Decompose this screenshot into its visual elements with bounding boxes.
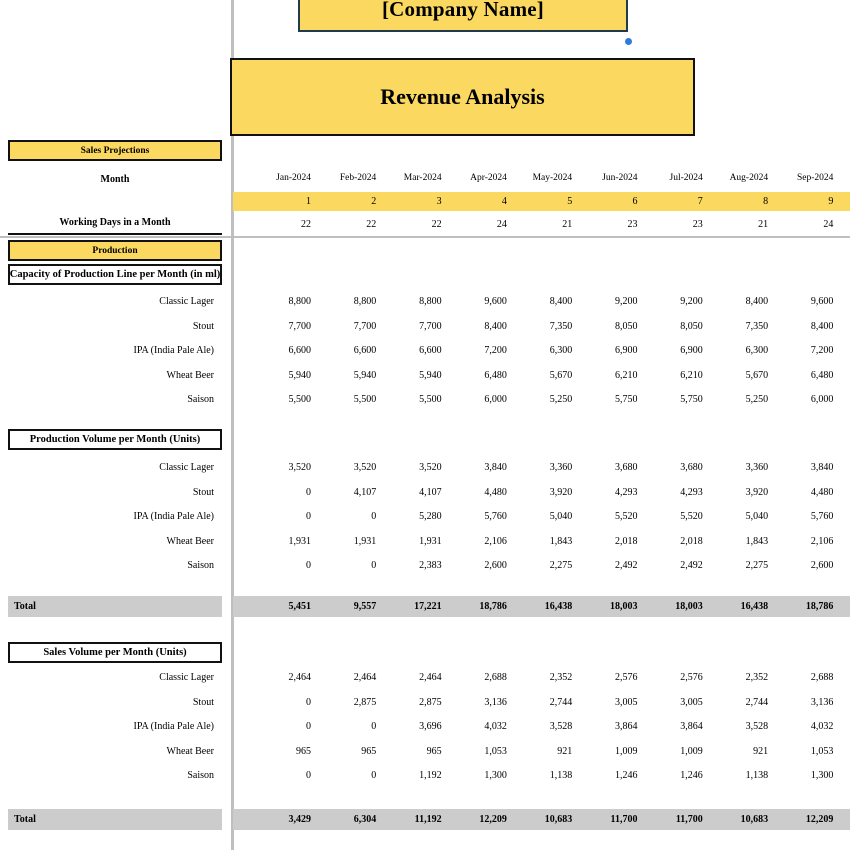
data-cell[interactable]: 3,136: [810, 697, 834, 708]
sales-total-label-band: [8, 809, 222, 830]
total-cell[interactable]: 18,786: [805, 601, 834, 612]
data-cell[interactable]: 4,293: [615, 487, 638, 498]
data-cell[interactable]: 6,300: [549, 345, 573, 356]
data-cell[interactable]: 5,940: [353, 370, 377, 381]
data-cell[interactable]: 2,383: [419, 560, 442, 571]
month-number-cell[interactable]: 5: [567, 196, 573, 207]
selection-handle[interactable]: [625, 38, 632, 45]
total-cell[interactable]: 10,683: [740, 814, 769, 825]
total-cell[interactable]: 18,786: [479, 601, 507, 612]
data-cell[interactable]: 0: [371, 770, 377, 781]
production-total-label-band: [8, 596, 222, 617]
working-days-row-label: Working Days in a Month: [59, 217, 171, 228]
data-cell[interactable]: 0: [306, 560, 311, 571]
data-cell[interactable]: 0: [306, 487, 311, 498]
header-section-rule: [0, 236, 850, 238]
sales-volume-label: Sales Volume per Month (Units): [43, 647, 187, 658]
month-header-cell[interactable]: Sep-2024: [796, 173, 834, 183]
company-name-box[interactable]: [298, 0, 628, 32]
row-label: Stout: [192, 487, 214, 498]
data-cell[interactable]: 8,800: [353, 296, 377, 307]
row-label: IPA (India Pale Ale): [133, 721, 214, 732]
total-cell[interactable]: 6,304: [353, 814, 377, 825]
data-cell[interactable]: 3,520: [419, 462, 442, 473]
data-cell[interactable]: 9,200: [680, 296, 703, 307]
report-title-box[interactable]: [230, 58, 695, 136]
data-cell[interactable]: 1,246: [615, 770, 638, 781]
data-cell[interactable]: 4,480: [484, 487, 507, 498]
month-number-cell[interactable]: 4: [501, 196, 507, 207]
data-cell[interactable]: 9,600: [810, 296, 834, 307]
data-cell[interactable]: 5,750: [615, 394, 638, 405]
data-cell[interactable]: 8,400: [810, 321, 834, 332]
data-cell[interactable]: 9,200: [615, 296, 638, 307]
data-cell[interactable]: 3,680: [615, 462, 638, 473]
data-cell[interactable]: 6,480: [810, 370, 834, 381]
working-days-cell[interactable]: 22: [301, 219, 311, 230]
data-cell[interactable]: 7,350: [549, 321, 573, 332]
data-cell[interactable]: 1,931: [353, 536, 377, 547]
data-cell[interactable]: 1,931: [288, 536, 311, 547]
row-label: Wheat Beer: [166, 746, 214, 757]
month-number-cell[interactable]: 3: [436, 196, 442, 207]
data-cell[interactable]: 2,106: [484, 536, 507, 547]
working-days-cell[interactable]: 22: [366, 219, 377, 230]
data-cell[interactable]: 5,500: [353, 394, 377, 405]
data-cell[interactable]: 2,352: [549, 672, 573, 683]
total-cell[interactable]: 11,192: [414, 814, 442, 825]
data-cell[interactable]: 5,760: [484, 511, 507, 522]
data-cell[interactable]: 2,688: [484, 672, 507, 683]
data-cell[interactable]: 2,464: [288, 672, 311, 683]
data-cell[interactable]: 3,528: [549, 721, 573, 732]
data-cell[interactable]: 5,520: [680, 511, 703, 522]
data-cell[interactable]: 2,744: [745, 697, 769, 708]
month-number-cell[interactable]: 9: [828, 196, 834, 207]
data-cell[interactable]: 8,400: [484, 321, 507, 332]
data-cell[interactable]: 3,360: [745, 462, 769, 473]
data-cell[interactable]: 7,350: [745, 321, 769, 332]
data-cell[interactable]: 6,210: [680, 370, 703, 381]
month-number-cell[interactable]: 6: [632, 196, 638, 207]
total-cell[interactable]: 17,221: [414, 601, 442, 612]
working-days-cell[interactable]: 21: [758, 219, 769, 230]
working-days-cell[interactable]: 24: [823, 219, 834, 230]
total-cell[interactable]: 5,451: [288, 601, 311, 612]
report-title-text: Revenue Analysis: [380, 84, 545, 109]
month-number-cell[interactable]: 1: [306, 196, 311, 207]
data-cell[interactable]: 5,750: [680, 394, 703, 405]
data-cell[interactable]: 4,032: [484, 721, 507, 732]
month-header-cell[interactable]: Jul-2024: [669, 173, 703, 183]
data-cell[interactable]: 0: [306, 511, 311, 522]
month-header-cell[interactable]: Jan-2024: [276, 173, 311, 183]
data-cell[interactable]: 5,250: [549, 394, 573, 405]
production-volume-label: Production Volume per Month (Units): [29, 434, 201, 445]
working-days-cell[interactable]: 23: [627, 219, 638, 230]
data-cell[interactable]: 3,864: [680, 721, 703, 732]
data-cell[interactable]: 6,480: [484, 370, 507, 381]
data-cell[interactable]: 5,250: [745, 394, 769, 405]
data-cell[interactable]: 0: [306, 697, 311, 708]
sales-projections-label: Sales Projections: [80, 145, 150, 156]
data-cell[interactable]: 9,600: [484, 296, 507, 307]
production-volume-header[interactable]: [8, 429, 222, 450]
data-cell[interactable]: 5,500: [419, 394, 442, 405]
sales-total-label: Total: [14, 814, 36, 825]
row-label: Saison: [187, 560, 214, 571]
data-cell[interactable]: 6,900: [680, 345, 703, 356]
data-cell[interactable]: 3,136: [484, 697, 507, 708]
total-cell[interactable]: 18,003: [610, 601, 638, 612]
data-cell[interactable]: 3,864: [615, 721, 638, 732]
data-cell[interactable]: 2,600: [810, 560, 834, 571]
data-cell[interactable]: 1,053: [484, 746, 507, 757]
data-cell[interactable]: 7,200: [810, 345, 834, 356]
data-cell[interactable]: 6,900: [615, 345, 638, 356]
data-cell[interactable]: 1,053: [810, 746, 834, 757]
total-cell[interactable]: 12,209: [805, 814, 834, 825]
total-cell[interactable]: 18,003: [675, 601, 703, 612]
data-cell[interactable]: 1,192: [419, 770, 442, 781]
month-number-cell[interactable]: 2: [371, 196, 377, 207]
data-cell[interactable]: 4,480: [810, 487, 834, 498]
data-cell[interactable]: 6,210: [615, 370, 638, 381]
month-header-cell[interactable]: May-2024: [532, 173, 573, 183]
data-cell[interactable]: 3,528: [745, 721, 769, 732]
total-cell[interactable]: 16,438: [740, 601, 769, 612]
data-cell[interactable]: 2,275: [745, 560, 769, 571]
data-cell[interactable]: 2,464: [353, 672, 377, 683]
data-cell[interactable]: 2,352: [745, 672, 769, 683]
data-cell[interactable]: 8,400: [549, 296, 573, 307]
data-cell[interactable]: 2,576: [680, 672, 703, 683]
data-cell[interactable]: 1,843: [549, 536, 573, 547]
data-cell[interactable]: 2,018: [615, 536, 638, 547]
working-days-underline: [8, 233, 222, 235]
working-days-cell[interactable]: 22: [431, 219, 442, 230]
data-cell[interactable]: 7,700: [419, 321, 442, 332]
row-label: Stout: [192, 697, 214, 708]
data-cell[interactable]: 2,688: [810, 672, 834, 683]
data-cell[interactable]: 5,040: [745, 511, 769, 522]
data-cell[interactable]: 1,138: [745, 770, 769, 781]
data-cell[interactable]: 4,107: [419, 487, 442, 498]
data-cell[interactable]: 5,940: [419, 370, 442, 381]
data-cell[interactable]: 1,246: [680, 770, 703, 781]
data-cell[interactable]: 5,760: [810, 511, 834, 522]
data-cell[interactable]: 8,400: [745, 296, 769, 307]
data-cell[interactable]: 6,000: [810, 394, 834, 405]
data-cell[interactable]: 3,920: [745, 487, 769, 498]
data-cell[interactable]: 2,464: [419, 672, 442, 683]
data-cell[interactable]: 5,280: [419, 511, 442, 522]
month-header-cell[interactable]: Jun-2024: [602, 173, 638, 183]
data-cell[interactable]: 1,009: [680, 746, 703, 757]
row-label: Classic Lager: [159, 462, 214, 473]
data-cell[interactable]: 3,520: [288, 462, 311, 473]
month-header-cell[interactable]: Feb-2024: [339, 173, 377, 183]
data-cell[interactable]: 2,106: [810, 536, 834, 547]
month-row-label: Month: [100, 174, 130, 185]
data-cell[interactable]: 0: [371, 560, 377, 571]
data-cell[interactable]: 7,200: [484, 345, 507, 356]
production-total-label: Total: [14, 601, 36, 612]
data-cell[interactable]: 5,940: [288, 370, 311, 381]
data-cell[interactable]: 6,600: [288, 345, 311, 356]
data-cell[interactable]: 1,843: [745, 536, 769, 547]
data-cell[interactable]: 3,005: [680, 697, 703, 708]
data-cell[interactable]: 921: [753, 746, 769, 757]
data-cell[interactable]: 4,293: [680, 487, 703, 498]
data-cell[interactable]: 2,875: [419, 697, 442, 708]
data-cell[interactable]: 2,492: [615, 560, 638, 571]
company-name-text: [Company Name]: [381, 0, 545, 21]
data-cell[interactable]: 1,931: [419, 536, 442, 547]
data-cell[interactable]: 5,500: [288, 394, 311, 405]
data-cell[interactable]: 1,300: [810, 770, 834, 781]
data-cell[interactable]: 1,009: [615, 746, 638, 757]
row-label: Wheat Beer: [166, 370, 214, 381]
total-cell[interactable]: 10,683: [544, 814, 573, 825]
data-cell[interactable]: 2,875: [353, 697, 377, 708]
total-cell[interactable]: 11,700: [610, 814, 638, 825]
data-cell[interactable]: 8,800: [419, 296, 442, 307]
row-label: Saison: [187, 394, 214, 405]
data-cell[interactable]: 5,520: [615, 511, 638, 522]
data-cell[interactable]: 6,600: [353, 345, 377, 356]
data-cell[interactable]: 6,000: [484, 394, 507, 405]
production-header[interactable]: [8, 240, 222, 261]
data-cell[interactable]: 2,744: [549, 697, 573, 708]
sales-projections-header[interactable]: [8, 140, 222, 161]
data-cell[interactable]: 1,138: [549, 770, 573, 781]
working-days-cell[interactable]: 24: [496, 219, 507, 230]
data-cell[interactable]: 3,520: [353, 462, 377, 473]
total-cell[interactable]: 16,438: [544, 601, 573, 612]
data-cell[interactable]: 3,840: [484, 462, 507, 473]
production-label: Production: [92, 245, 138, 256]
data-cell[interactable]: 0: [306, 770, 311, 781]
working-days-cell[interactable]: 23: [692, 219, 703, 230]
data-cell[interactable]: 3,360: [549, 462, 573, 473]
month-number-cell[interactable]: 7: [697, 196, 703, 207]
total-cell[interactable]: 3,429: [288, 814, 311, 825]
row-label: Stout: [192, 321, 214, 332]
data-cell[interactable]: 8,800: [288, 296, 311, 307]
data-cell[interactable]: 6,600: [419, 345, 442, 356]
month-number-cell[interactable]: 8: [763, 196, 769, 207]
data-cell[interactable]: 965: [361, 746, 377, 757]
row-label: Classic Lager: [159, 672, 214, 683]
data-cell[interactable]: 3,680: [680, 462, 703, 473]
capacity-label: Capacity of Production Line per Month (in ml): [9, 269, 221, 280]
row-label: Wheat Beer: [166, 536, 214, 547]
data-cell[interactable]: 0: [371, 511, 377, 522]
data-cell[interactable]: 3,005: [615, 697, 638, 708]
data-cell[interactable]: 5,670: [745, 370, 769, 381]
data-cell[interactable]: 3,920: [549, 487, 573, 498]
data-cell[interactable]: 2,018: [680, 536, 703, 547]
data-cell[interactable]: 4,032: [810, 721, 834, 732]
data-cell[interactable]: 921: [557, 746, 573, 757]
data-cell[interactable]: 0: [306, 721, 311, 732]
data-cell[interactable]: 2,275: [549, 560, 573, 571]
total-cell[interactable]: 9,557: [353, 601, 377, 612]
data-cell[interactable]: 8,050: [615, 321, 638, 332]
data-cell[interactable]: 2,576: [615, 672, 638, 683]
working-days-cell[interactable]: 21: [562, 219, 573, 230]
data-cell[interactable]: 7,700: [288, 321, 311, 332]
sales-volume-header[interactable]: [8, 642, 222, 663]
data-cell[interactable]: 5,670: [549, 370, 573, 381]
data-cell[interactable]: 965: [426, 746, 442, 757]
data-cell[interactable]: 1,300: [484, 770, 507, 781]
data-cell[interactable]: 965: [296, 746, 311, 757]
row-label: IPA (India Pale Ale): [133, 511, 214, 522]
data-cell[interactable]: 2,600: [484, 560, 507, 571]
capacity-header[interactable]: [8, 264, 222, 285]
data-cell[interactable]: 4,107: [353, 487, 377, 498]
data-cell[interactable]: 7,700: [353, 321, 377, 332]
month-header-cell[interactable]: Mar-2024: [403, 173, 442, 183]
total-cell[interactable]: 12,209: [479, 814, 507, 825]
month-header-cell[interactable]: Apr-2024: [470, 173, 507, 183]
row-label: Saison: [187, 770, 214, 781]
data-cell[interactable]: 0: [371, 721, 377, 732]
data-cell[interactable]: 2,492: [680, 560, 703, 571]
data-cell[interactable]: 6,300: [745, 345, 769, 356]
data-cell[interactable]: 5,040: [549, 511, 573, 522]
data-cell[interactable]: 3,696: [419, 721, 442, 732]
row-label: IPA (India Pale Ale): [133, 345, 214, 356]
data-cell[interactable]: 3,840: [810, 462, 834, 473]
row-label: Classic Lager: [159, 296, 214, 307]
month-header-cell[interactable]: Aug-2024: [729, 173, 769, 183]
data-cell[interactable]: 8,050: [680, 321, 703, 332]
total-cell[interactable]: 11,700: [675, 814, 703, 825]
